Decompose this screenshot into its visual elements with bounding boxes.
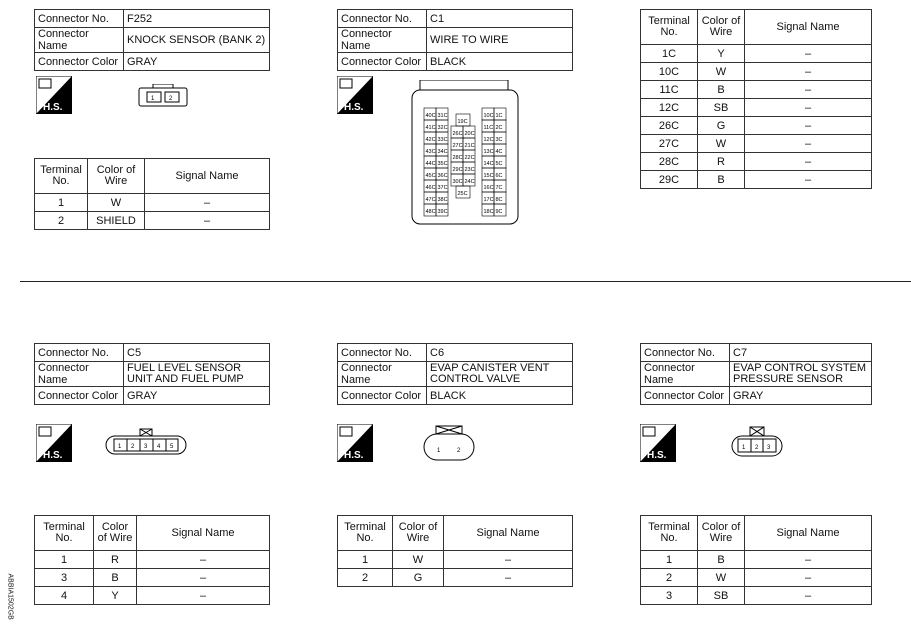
pin-label: 20C	[464, 131, 475, 137]
c1-connector-diagram	[410, 80, 520, 226]
table-row: 2 SHIELD –	[35, 212, 270, 230]
pin-label: 11C	[483, 125, 494, 131]
terminal-table-f252: Terminal No. Color of Wire Signal Name 1 W – 2 SHIELD –	[34, 158, 270, 230]
pin-label: 42C	[425, 137, 436, 143]
pin-label: 5	[170, 444, 174, 450]
pin-label: 48C	[425, 209, 436, 215]
pin-label: 1C	[495, 113, 503, 119]
figure-code: ABBIA1502GB	[6, 573, 14, 620]
pin-label: 1	[742, 445, 746, 451]
pin-label: 4	[157, 444, 161, 450]
connector-info-c5: Connector No. C5 Connector Name FUEL LEVEL SENSOR UNIT AND FUEL PUMP Connector Color GRAY	[34, 343, 270, 405]
pin-label: 21C	[464, 143, 475, 149]
pin-label: 46C	[425, 185, 436, 191]
pin-label: 44C	[425, 161, 436, 167]
pin-label: 10C	[483, 113, 494, 119]
pin-label: 39C	[437, 209, 448, 215]
pin-label: 1	[437, 448, 441, 454]
pin-label: 26C	[452, 131, 463, 137]
pin-label: 1	[118, 444, 122, 450]
pin-label: 37C	[437, 185, 448, 191]
pin-label: 15C	[483, 173, 494, 179]
hs-icon	[337, 424, 373, 462]
table-row: 29C B –	[641, 171, 872, 189]
pin-label: 28C	[452, 155, 463, 161]
section-divider	[20, 281, 911, 282]
pin-label: 24C	[464, 179, 475, 185]
hs-icon	[337, 76, 373, 114]
pin-label: 32C	[437, 125, 448, 131]
table-row: 12C SB –	[641, 99, 872, 117]
terminal-table-c7: Terminal No. Color of Wire Signal Name 1 B – 2 W – 3 SB –	[640, 515, 872, 605]
pin-label: 35C	[437, 161, 448, 167]
hs-icon	[640, 424, 676, 462]
table-row: 10C W –	[641, 63, 872, 81]
terminal-table-c5: Terminal No. Color of Wire Signal Name 1 R – 3 B – 4 Y –	[34, 515, 270, 605]
pin-label: 4C	[495, 149, 503, 155]
pin-label: 38C	[437, 197, 448, 203]
table-row: 26C G –	[641, 117, 872, 135]
pin-label: 13C	[483, 149, 494, 155]
pin-label: 41C	[425, 125, 436, 131]
connector-info-c6: Connector No. C6 Connector Name EVAP CANISTER VENT CONTROL VALVE Connector Color BLACK	[337, 343, 573, 405]
table-row: 3 B –	[35, 569, 270, 587]
table-row: 11C B –	[641, 81, 872, 99]
svg-text:H.S.: H.S.	[43, 102, 63, 113]
table-row: 1 R –	[35, 551, 270, 569]
pin-label: 34C	[437, 149, 448, 155]
svg-text:H.S.: H.S.	[344, 102, 364, 113]
pin-label: 14C	[483, 161, 494, 167]
pin-label: 2	[457, 448, 461, 454]
pin-label: 3C	[495, 137, 503, 143]
pin-label: 6C	[495, 173, 503, 179]
pin-label: 33C	[437, 137, 448, 143]
svg-text:H.S.: H.S.	[647, 450, 667, 461]
pin-label: 3	[144, 444, 148, 450]
pin-label: 43C	[425, 149, 436, 155]
connector-info-c7: Connector No. C7 Connector Name EVAP CONTROL SYSTEM PRESSURE SENSOR Connector Color GRAY	[640, 343, 872, 405]
pin-label: 2C	[495, 125, 503, 131]
pin-label: 23C	[464, 167, 475, 173]
hs-icon	[36, 424, 72, 462]
c5-connector-diagram	[104, 428, 188, 458]
table-row: 4 Y –	[35, 587, 270, 605]
table-row: 1C Y –	[641, 45, 872, 63]
pin-label: 47C	[425, 197, 436, 203]
hs-icon	[36, 76, 72, 114]
terminal-table-c6: Terminal No. Color of Wire Signal Name 1 W – 2 G –	[337, 515, 573, 587]
pin-label: 3	[767, 445, 771, 451]
connector-info-f252: Connector No. F252 Connector Name KNOCK SENSOR (BANK 2) Connector Color GRAY	[34, 9, 270, 71]
pin-label: 27C	[452, 143, 463, 149]
pin-label: 31C	[437, 113, 448, 119]
pin-label: 8C	[495, 197, 503, 203]
pin-label: 5C	[495, 161, 503, 167]
c7-connector-diagram	[730, 426, 784, 460]
pin-label: 30C	[452, 179, 463, 185]
pin-label: 36C	[437, 173, 448, 179]
connector-info-c1: Connector No. C1 Connector Name WIRE TO WIRE Connector Color BLACK	[337, 9, 573, 71]
table-row: 3 SB –	[641, 587, 872, 605]
pin-label: 16C	[483, 185, 494, 191]
pin-label: 2	[169, 96, 173, 102]
table-row: 2 W –	[641, 569, 872, 587]
f252-connector-diagram	[133, 84, 193, 110]
table-row: 2 G –	[338, 569, 573, 587]
table-row: 28C R –	[641, 153, 872, 171]
pin-label: 17C	[483, 197, 494, 203]
c6-connector-diagram	[422, 424, 476, 464]
pin-label: 22C	[464, 155, 475, 161]
pin-label: 1	[151, 96, 155, 102]
pin-label: 2	[131, 444, 135, 450]
pin-label: 12C	[483, 137, 494, 143]
pin-label: 45C	[425, 173, 436, 179]
pin-label: 18C	[483, 209, 494, 215]
svg-text:H.S.: H.S.	[344, 450, 364, 461]
pin-label: 2	[755, 445, 759, 451]
pin-label: 25C	[457, 191, 468, 197]
table-row: 1 B –	[641, 551, 872, 569]
pin-label: 40C	[425, 113, 436, 119]
table-row: 1 W –	[35, 194, 270, 212]
pin-label: 19C	[457, 119, 468, 125]
pin-label: 29C	[452, 167, 463, 173]
svg-text:H.S.: H.S.	[43, 450, 63, 461]
table-row: 1 W –	[338, 551, 573, 569]
pin-label: 7C	[495, 185, 503, 191]
terminal-table-c1: Terminal No. Color of Wire Signal Name 1C Y – 10C W – 11C B – 12C SB – 26C G – 27C W – 28C R – 29C B –	[640, 9, 872, 189]
table-row: 27C W –	[641, 135, 872, 153]
pin-label: 9C	[495, 209, 503, 215]
